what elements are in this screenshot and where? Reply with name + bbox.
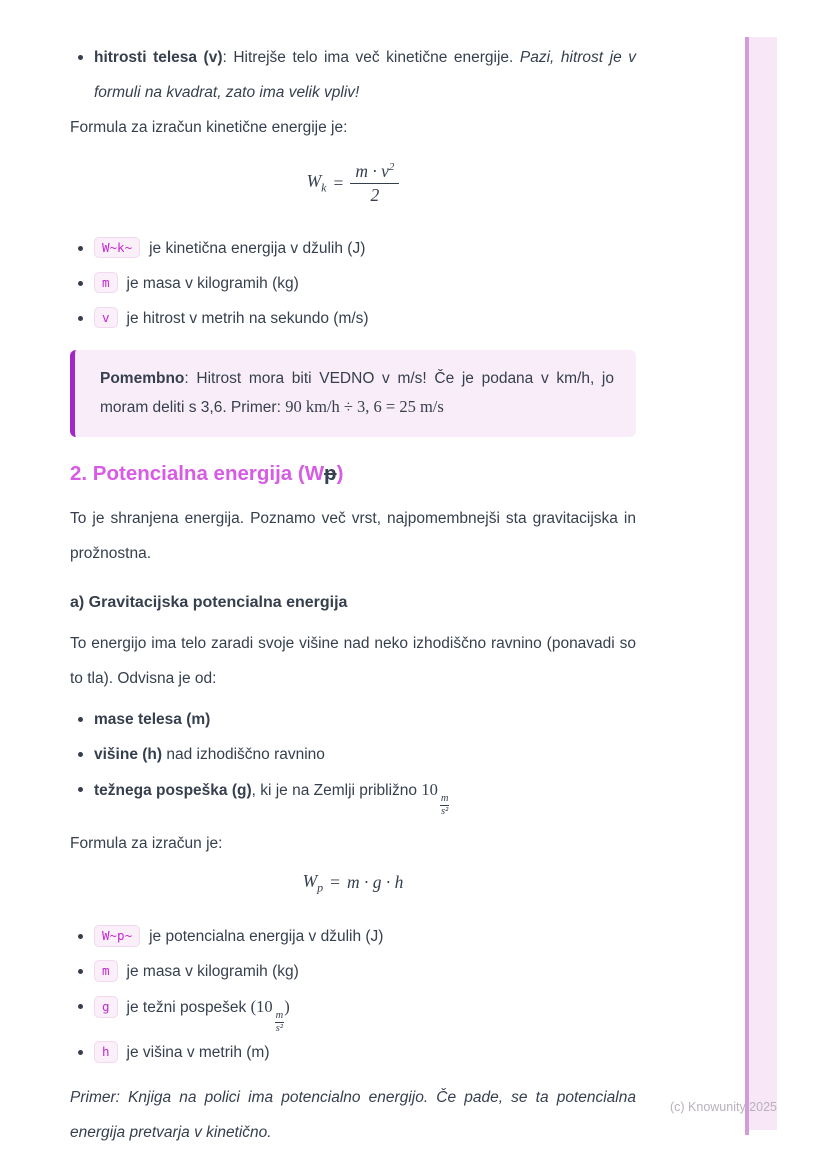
bullet-marker bbox=[78, 1004, 83, 1009]
list-item: višine (h) nad izhodiščno ravnino bbox=[70, 737, 636, 772]
gravitational-factor-list bbox=[70, 702, 636, 818]
fraction-denominator: 2 bbox=[370, 184, 380, 205]
list-item bbox=[70, 919, 636, 954]
inline-code-badge: m bbox=[94, 960, 118, 982]
inline-code-badge: v bbox=[94, 307, 118, 329]
list-item bbox=[70, 266, 636, 301]
formula-rhs: m · g · h bbox=[347, 872, 404, 893]
inline-math-gravity-value: (10 $\frac{m}{\text{s²}}$ ) bbox=[250, 997, 290, 1035]
inline-code-badge: m bbox=[94, 272, 118, 294]
kinetic-formula-intro: Formula za izračun kinetične energije je: bbox=[70, 119, 348, 136]
inline-code-badge: g bbox=[94, 996, 118, 1018]
potential-formula-intro: Formula za izračun je: bbox=[70, 834, 223, 852]
bullet-marker bbox=[78, 717, 83, 722]
section-heading-potential-energy: 2. Potencialna energija (Wp) bbox=[70, 461, 344, 485]
factor-term: višine (h) bbox=[94, 745, 163, 763]
equals-sign: = bbox=[333, 172, 344, 193]
list-item bbox=[70, 301, 636, 336]
inline-code-badge: W~p~ bbox=[94, 925, 140, 947]
variable-description: je masa v kilogramih (kg) bbox=[126, 274, 299, 292]
bullet-item-speed bbox=[70, 40, 636, 110]
speed-term: hitrosti telesa (v) bbox=[94, 49, 223, 66]
bullet-marker bbox=[78, 281, 83, 286]
bullet-marker bbox=[78, 1050, 83, 1055]
list-item bbox=[70, 1035, 636, 1070]
formula-lhs: $W_p$ bbox=[302, 870, 324, 895]
list-item: težnega pospeška (g), ki je na Zemlji približno 10 $\frac{m}{\text{s²}}$ bbox=[70, 772, 636, 818]
struck-subscript-p: p bbox=[324, 461, 337, 485]
copyright-text: (c) Knowunity 2025 bbox=[669, 1100, 777, 1114]
variable-description: je višina v metrih (m) bbox=[126, 1044, 270, 1062]
callout-math: 90 km/h ÷ 3, 6 = 25 m/s bbox=[285, 396, 444, 416]
variable-description: je masa v kilogramih (kg) bbox=[126, 963, 299, 981]
bullet-marker bbox=[78, 316, 83, 321]
bullet-marker bbox=[78, 969, 83, 974]
list-item bbox=[70, 989, 636, 1035]
formula-lhs: $W_k$ bbox=[306, 171, 327, 195]
factor-term: mase telesa (m) bbox=[94, 710, 211, 728]
speed-desc: : Hitrejše telo ima več kinetične energije. bbox=[222, 49, 520, 66]
list-item bbox=[70, 702, 636, 737]
copyright-note bbox=[0, 1100, 777, 1114]
equals-sign: = bbox=[330, 872, 341, 893]
variable-description: je hitrost v metrih na sekundo (m/s) bbox=[126, 309, 369, 327]
potential-variable-list bbox=[70, 919, 636, 1070]
potential-intro-paragraph: To je shranjena energija. Poznamo več vrst, najpomembnejši sta gravitacijska in prožnostna. bbox=[70, 509, 636, 562]
factor-term: težnega pospeška (g) bbox=[94, 781, 252, 799]
list-item bbox=[70, 954, 636, 989]
formula-kinetic-energy bbox=[70, 160, 636, 207]
variable-description: je težni pospešek bbox=[126, 999, 251, 1017]
fraction-numerator: $m \cdot v^2$ bbox=[350, 160, 399, 184]
inline-fraction: $\frac{m}{\text{s²}}$ bbox=[440, 792, 449, 817]
callout-body: : Hitrost mora biti VEDNO v m/s! Če je podana v km/h, jo moram deliti s 3,6. Primer: bbox=[100, 369, 614, 416]
bullet-marker bbox=[78, 55, 83, 60]
callout-title: Pomembno bbox=[100, 369, 185, 387]
inline-fraction: $\frac{m}{\text{s²}}$ bbox=[275, 1010, 284, 1035]
gravitational-intro-paragraph: To energijo ima telo zaradi svoje višine nad neko izhodiščno ravnino (ponavadi so to tla). Odvisna je od: bbox=[70, 634, 636, 687]
inline-code-badge: W~k~ bbox=[94, 237, 140, 259]
bullet-marker bbox=[78, 752, 83, 757]
bullet-marker bbox=[78, 934, 83, 939]
formula-potential-energy bbox=[70, 871, 636, 896]
important-callout bbox=[70, 350, 636, 437]
speed-warning: Pazi, hitrost je v formuli na kvadrat, zato ima velik vpliv! bbox=[94, 49, 637, 101]
inline-code-badge: h bbox=[94, 1041, 118, 1063]
bullet-marker bbox=[78, 246, 83, 251]
variable-description: je potencialna energija v džulih (J) bbox=[149, 928, 384, 946]
bullet-text bbox=[94, 40, 636, 110]
inline-math-gravity: 10 $\frac{m}{\text{s²}}$ bbox=[421, 779, 449, 817]
document-content bbox=[70, 40, 636, 1150]
page-edge-strip-line bbox=[745, 37, 749, 1135]
example-paragraph: Primer: Knjiga na polici ima potencialno energijo. Če pade, se ta potencialna energija pretvarja v kinetično. bbox=[70, 1089, 636, 1142]
fraction bbox=[350, 160, 399, 207]
bullet-marker bbox=[78, 787, 83, 792]
kinetic-variable-list bbox=[70, 231, 636, 336]
variable-description: je kinetična energija v džulih (J) bbox=[149, 239, 366, 257]
subheading-gravitational: a) Gravitacijska potencialna energija bbox=[70, 593, 348, 611]
page-edge-strip bbox=[749, 37, 777, 1130]
list-item bbox=[70, 231, 636, 266]
